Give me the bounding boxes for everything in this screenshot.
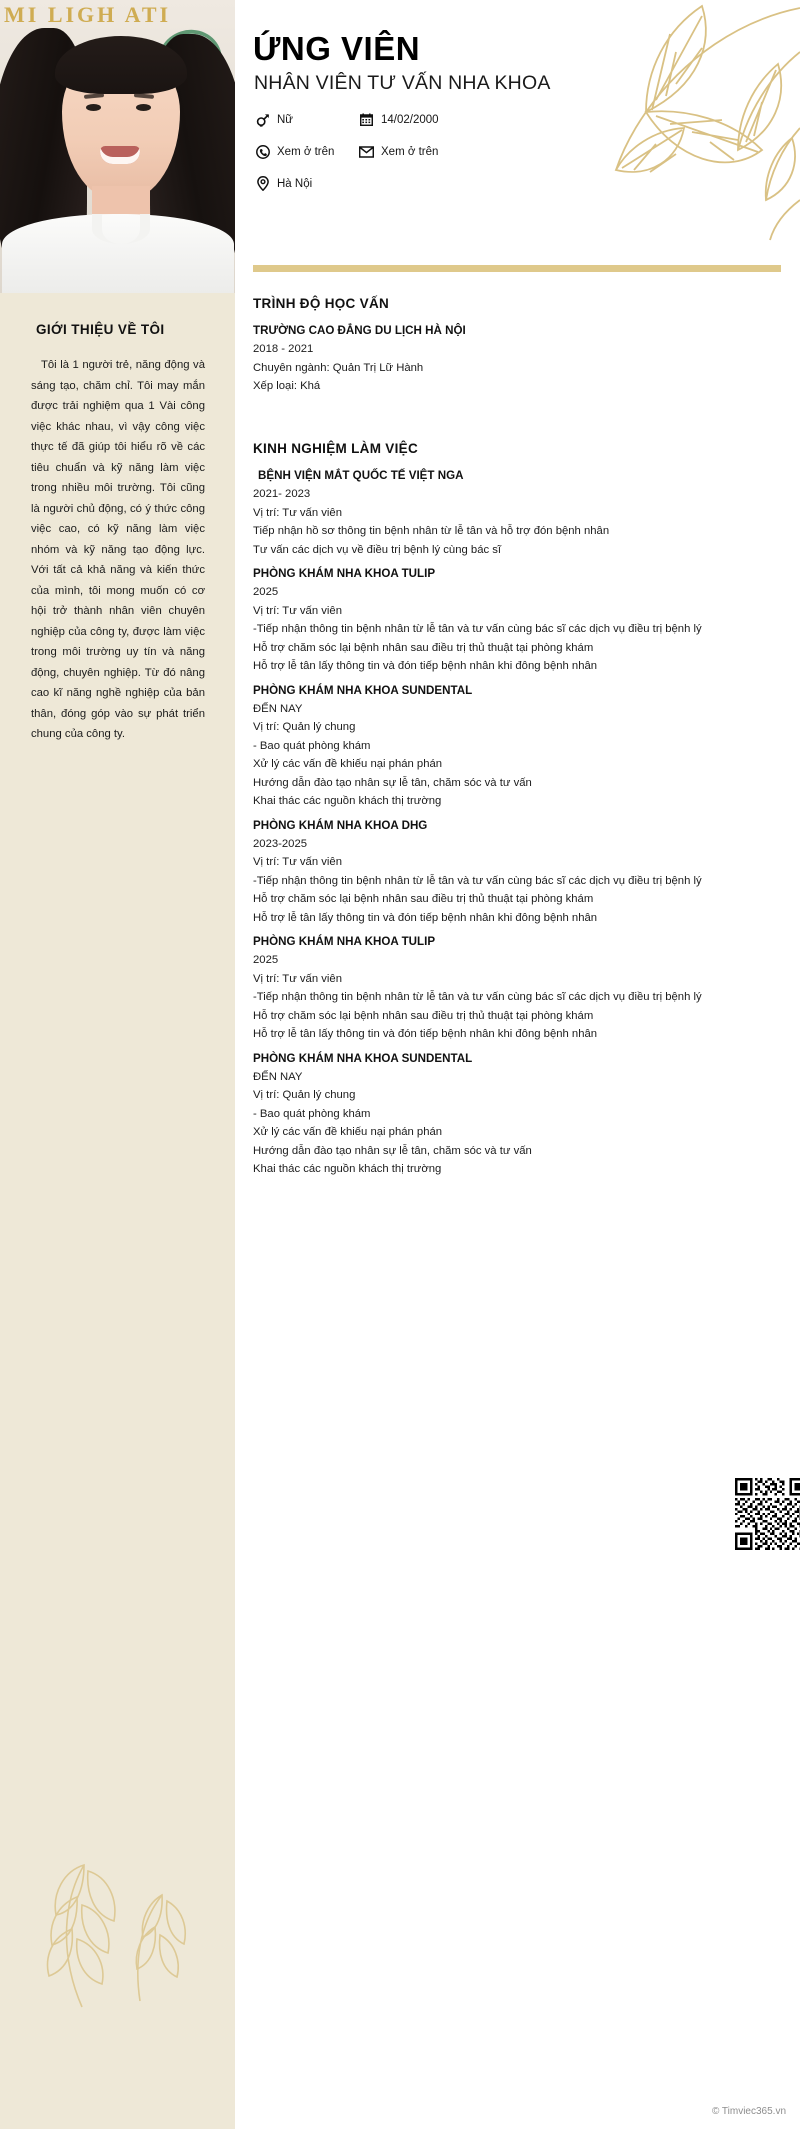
sidebar: [0, 293, 235, 2129]
experience-duty: Xử lý các vấn đề khiếu nại phán phán: [253, 1126, 443, 1138]
job-title: NHÂN VIÊN TƯ VẤN NHA KHOA: [254, 72, 551, 94]
experience-position: Vị trí: Quản lý chung: [253, 721, 356, 733]
main-content: [235, 0, 800, 2129]
experience-duty: - Bao quát phòng khám: [253, 739, 371, 752]
experience-period: 2025: [253, 954, 279, 966]
education-entry: [253, 324, 783, 396]
about-section-text: Tôi là 1 người trẻ, năng động và sáng tạo, chăm chỉ. Tôi may mắn được trải nghiệm qua 1 Vài công việc khác nhau, vì vậy công việc thực tế đã giúp tôi hiểu rõ về các tiêu chuẩn và kỹ năng làm việc trong nhiều môi trường. Tôi cũng là người chủ động, có ý thức công việc cao, có kỹ năng làm việc nhóm và kỹ năng tạo động lực. Với tất cả khả năng và kiến thức của mình, tôi mong muốn có cơ hội trở thành nhân viên chuyên nghiệp của công ty, được làm việc trong môi trường uy tín và năng động, chuyên nghiệp. Từ đó nâng cao kĩ năng nghề nghiệp của bản thân, đóng góp vào sự phát triển chung của công ty.: [31, 359, 205, 740]
education-grade: Xếp loại: Khá: [253, 380, 321, 392]
experience-org: PHÒNG KHÁM NHA KHOA SUNDENTAL: [253, 683, 473, 697]
photo-background-logo-text: MI LIGH ATI: [4, 2, 172, 27]
experience-position: Vị trí: Tư vấn viên: [253, 972, 342, 985]
contact-info: [255, 112, 655, 208]
experience-org: PHÒNG KHÁM NHA KHOA DHG: [253, 818, 428, 832]
experience-entry: [253, 567, 783, 676]
candidate-photo: [0, 0, 235, 293]
education-section: [253, 296, 783, 406]
experience-period: 2025: [253, 586, 279, 598]
experience-position: Vị trí: Quản lý chung: [253, 1089, 356, 1101]
contact-email-label: Xem ở trên: [381, 145, 439, 158]
email-icon: [359, 144, 374, 159]
contact-gender-label: Nữ: [277, 113, 294, 126]
education-period: 2018 - 2021: [253, 343, 314, 355]
experience-duty: Hướng dẫn đào tạo nhân sự lễ tân, chăm sóc và tư vấn: [253, 1144, 532, 1157]
experience-position: Vị trí: Tư vấn viên: [253, 506, 342, 519]
experience-org: PHÒNG KHÁM NHA KHOA TULIP: [253, 567, 436, 580]
contact-birthday: [359, 112, 439, 127]
experience-org: PHÒNG KHÁM NHA KHOA TULIP: [253, 935, 436, 948]
experience-duty: Hỗ trợ lễ tân lấy thông tin và đón tiếp bệnh nhân khi đông bệnh nhân: [253, 660, 598, 672]
experience-duty: - Bao quát phòng khám: [253, 1107, 371, 1120]
contact-birthday-label: 14/02/2000: [381, 113, 439, 126]
contact-gender: [255, 112, 293, 127]
contact-row-3: [255, 176, 655, 208]
eye-left: [86, 104, 101, 111]
experience-duty: Hướng dẫn đào tạo nhân sự lễ tân, chăm sóc và tư vấn: [253, 776, 532, 789]
contact-location-label: Hà Nội: [277, 177, 313, 190]
qr-code[interactable]: [735, 1478, 800, 1550]
experience-position: Vị trí: Tư vấn viên: [253, 604, 342, 617]
contact-phone-label: Xem ở trên: [277, 145, 335, 158]
contact-email[interactable]: [359, 144, 438, 159]
collar: [92, 214, 150, 244]
calendar-icon: [359, 112, 374, 127]
watermark: © Timviec365.vn: [711, 2106, 786, 2117]
experience-org: BỆNH VIỆN MẮT QUỐC TẾ VIỆT NGA: [258, 469, 464, 482]
experience-duty: Tiếp nhận hồ sơ thông tin bệnh nhân từ lễ tân và hỗ trợ đón bệnh nhân: [253, 525, 610, 537]
phone-icon: [255, 144, 270, 159]
education-major: Chuyên ngành: Quản Trị Lữ Hành: [253, 361, 424, 374]
contact-phone[interactable]: [255, 144, 334, 159]
education-section-title: TRÌNH ĐỘ HỌC VẤN: [253, 296, 390, 311]
experience-duty: Xử lý các vấn đề khiếu nại phán phán: [253, 758, 443, 770]
location-icon: [255, 176, 270, 191]
contact-row-2: [255, 144, 655, 176]
about-section-title: GIỚI THIỆU VỀ TÔI: [36, 322, 165, 337]
leaf-decoration-icon: [22, 1811, 212, 2011]
experience-section-title: KINH NGHIỆM LÀM VIỆC: [253, 441, 419, 456]
experience-org: PHÒNG KHÁM NHA KHOA SUNDENTAL: [253, 1051, 473, 1065]
experience-period: 2023-2025: [253, 837, 308, 850]
page-title: ỨNG VIÊN: [253, 30, 421, 67]
experience-duty: Khai thác các nguồn khách thị trường: [253, 795, 442, 807]
experience-entry: [253, 469, 783, 559]
experience-duty: Hỗ trợ lễ tân lấy thông tin và đón tiếp bệnh nhân khi đông bệnh nhân: [253, 911, 598, 924]
experience-duty: -Tiếp nhận thông tin bệnh nhân từ lễ tân và tư vấn cùng bác sĩ các dịch vụ điều trị bệnh lý: [253, 991, 702, 1003]
experience-section: [253, 441, 783, 1181]
experience-duty: Hỗ trợ chăm sóc lại bệnh nhân sau điều trị thủ thuật tại phòng khám: [253, 893, 594, 905]
experience-duty: Hỗ trợ lễ tân lấy thông tin và đón tiếp bệnh nhân khi đông bệnh nhân: [253, 1028, 598, 1040]
experience-position: Vị trí: Tư vấn viên: [253, 856, 342, 868]
contact-row-1: [255, 112, 655, 144]
experience-duty: -Tiếp nhận thông tin bệnh nhân từ lễ tân và tư vấn cùng bác sĩ các dịch vụ điều trị bệnh lý: [253, 623, 702, 635]
eye-right: [136, 104, 151, 111]
experience-duty: Tư vấn các dịch vụ về điều trị bệnh lý cùng bác sĩ: [253, 543, 502, 556]
gender-icon: [255, 112, 270, 127]
experience-duty: Khai thác các nguồn khách thị trường: [253, 1163, 442, 1175]
experience-entry: [253, 819, 783, 928]
experience-period: 2021- 2023: [253, 488, 311, 500]
header-divider: [253, 265, 781, 272]
experience-duty: -Tiếp nhận thông tin bệnh nhân từ lễ tân và tư vấn cùng bác sĩ các dịch vụ điều trị bệnh lý: [253, 874, 702, 887]
education-school: TRƯỜNG CAO ĐẲNG DU LỊCH HÀ NỘI: [253, 324, 466, 337]
experience-entry: [253, 935, 783, 1044]
experience-entry: [253, 1052, 783, 1179]
experience-duty: Hỗ trợ chăm sóc lại bệnh nhân sau điều trị thủ thuật tại phòng khám: [253, 1009, 594, 1022]
experience-list: [253, 469, 783, 1179]
experience-duty: Hỗ trợ chăm sóc lại bệnh nhân sau điều trị thủ thuật tại phòng khám: [253, 641, 594, 654]
experience-period: ĐẾN NAY: [253, 702, 303, 715]
mouth: [100, 146, 140, 164]
contact-location: [255, 176, 312, 191]
experience-entry: [253, 684, 783, 811]
experience-period: ĐẾN NAY: [253, 1070, 303, 1083]
